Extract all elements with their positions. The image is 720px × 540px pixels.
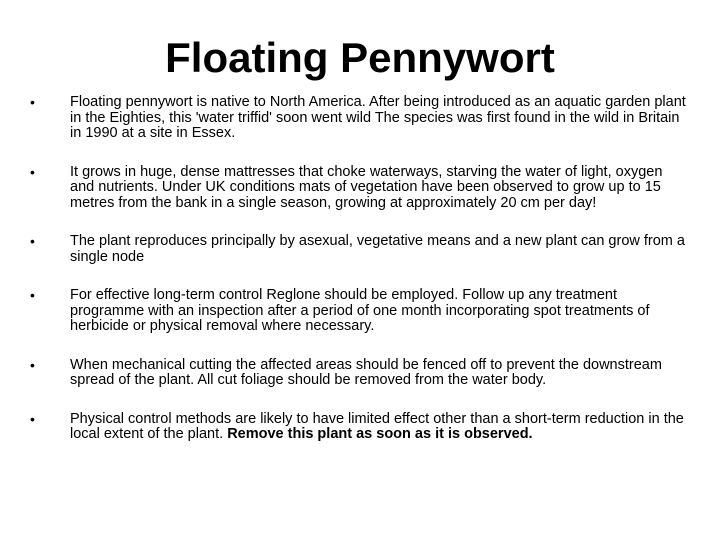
bullet-text: When mechanical cutting the affected areas should be fenced off to prevent the downstream spread of the plant. All cut foliage should be removed from the water body. — [70, 356, 662, 388]
bullet-dot-icon: • — [30, 94, 35, 110]
slide-title: Floating Pennywort — [165, 34, 555, 81]
bullet-dot-icon: • — [30, 163, 35, 180]
bullet-item — [30, 358, 690, 389]
bullet-text: Floating pennywort is native to North America. After being introduced as an aquatic garden plant in the Eighties, this 'water triffid' soon went wild The species was first found in the wild in Britain in 1990 at a site in Essex. — [70, 94, 686, 141]
bullet-text: Physical control methods are likely to have limited effect other than a short-term reduction in the local extent of the plant. — [70, 410, 684, 442]
bullet-item — [30, 165, 690, 212]
bullet-text: It grows in huge, dense mattresses that choke waterways, starving the water of light, oxygen and nutrients. Under UK conditions mats of vegetation have been observed to grow up to 15 metres from the bank in a single season, growing at approximately 20 cm per day! — [70, 163, 663, 211]
bullet-item — [30, 234, 690, 265]
bullet-item — [30, 95, 690, 142]
bullet-item — [30, 288, 690, 335]
bullet-dot-icon: • — [30, 410, 35, 427]
bullet-dot-icon: • — [30, 287, 35, 303]
bullet-text: The plant reproduces principally by asexual, vegetative means and a new plant can grow from a single node — [70, 233, 685, 265]
bullet-text: For effective long-term control Reglone should be employed. Follow up any treatment programme with an inspection after a period of one month incorporating spot treatments of herbicide or physical removal where necessary. — [70, 287, 650, 334]
bullet-dot-icon: • — [30, 356, 35, 373]
bullet-list — [30, 95, 690, 466]
bullet-item — [30, 412, 690, 443]
bullet-dot-icon: • — [30, 233, 35, 249]
bullet-emphasis: Remove this plant as soon as it is observed. — [227, 426, 533, 442]
